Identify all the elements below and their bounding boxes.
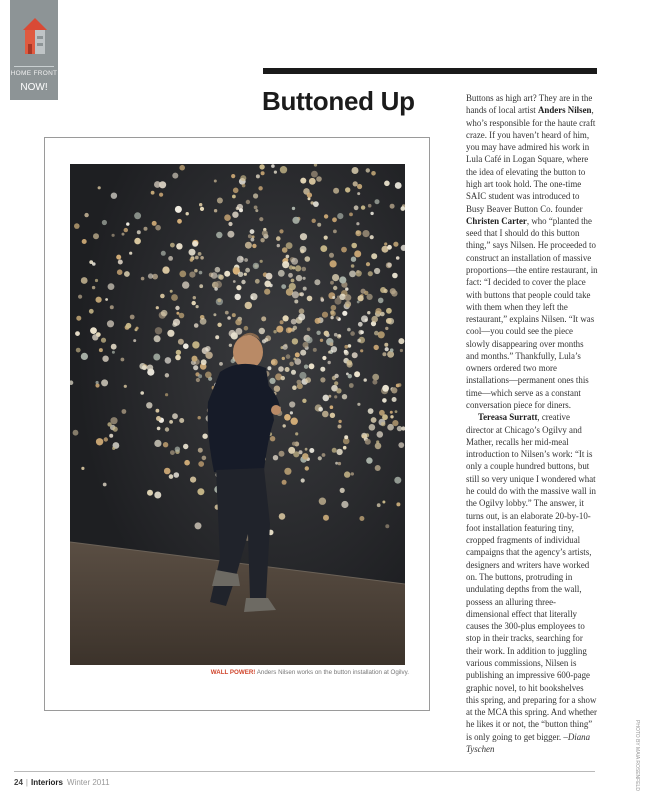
article-body [466,92,598,755]
name-tereasa-surratt: Tereasa Surratt [478,412,538,423]
name-christen-carter: Christen Carter [466,215,527,226]
p1-text-middle: , who’s responsible for the haute craft craze. If you haven’t heard of him, you may have admired his work in Lula Café in Logan Square, where the idea of elevating the button to high art took hold. The one-time SAIC student was introduced to Busy Beaver Button Co. founder [466,105,596,214]
headline-rule [263,68,597,74]
byline: –Diana Tyschen [466,731,590,754]
footer-separator: | [25,778,28,787]
section-tab [10,0,58,100]
footer-rule [14,771,595,772]
paragraph-1 [466,92,598,411]
section-sublabel: NOW! [20,82,48,93]
p1-text-end: , who “planted the seed that I should do this button thing,” says Nilsen. He proceeded to construct an installation of massive proportions—the entire restaurant, in fact: “I decided to cover the place with buttons that people could take with them when they left the restaurant,” explains Nilsen. “It was cool—you could see the piece slowly disappearing over months and months.” Thankfully, Lula’s owners ordered two more installations—permanent ones this time—which serve as a constant conversation piece for diners. [466,215,598,411]
photo-caption [45,669,409,676]
headline: Buttoned Up [262,86,415,116]
caption-text: Anders Nilsen works on the button installation at Ogilvy. [255,669,409,676]
name-anders-nilsen: Anders Nilsen [537,105,592,116]
caption-lead: WALL POWER! [210,669,256,676]
issue-date: Winter 2011 [67,778,110,787]
p2-text: , creative director at Chicago’s Ogilvy and Mather, recalls her mid-meal introduction to Nilsen’s work: “It is only a couple hundred buttons, but still so very unique I wondered what he could do with the massive wall in the Ogilvy lobby.” The answer, it turns out, is an elaborate 20-by-10-foot installation featuring tiny, cropped fragments of individual campaigns that the agency’s artists, designers and writers have worked on. The buttons, protruding in undulating depths from the wall, possess an alluring three-dimensional effect that literally causes the 300-plus employees to stop in their tracks, searching for their work. In addition to juggling various commissions, Nilsen is publishing an impressive 600-page graphic novel, to hit bookshelves this spring, and preparing for a show at the MCA this spring. And whether he likes it or not, the “button thing” is only going to get bigger. [466,412,597,742]
page-number: 24 [14,778,23,787]
photo-button-wall [70,164,405,665]
magazine-name: Interiors [30,778,63,787]
tab-divider [14,66,54,67]
house-home-front-icon [21,14,49,56]
page-footer [14,778,110,787]
photo-frame [44,137,430,711]
section-label: HOME FRONT [10,70,58,77]
p1-text-start: Buttons as high art? They are in the hands of local artist [466,93,593,116]
photo-credit: PHOTO BY MAIA ROSENFELD [634,720,640,791]
paragraph-2 [466,411,598,755]
